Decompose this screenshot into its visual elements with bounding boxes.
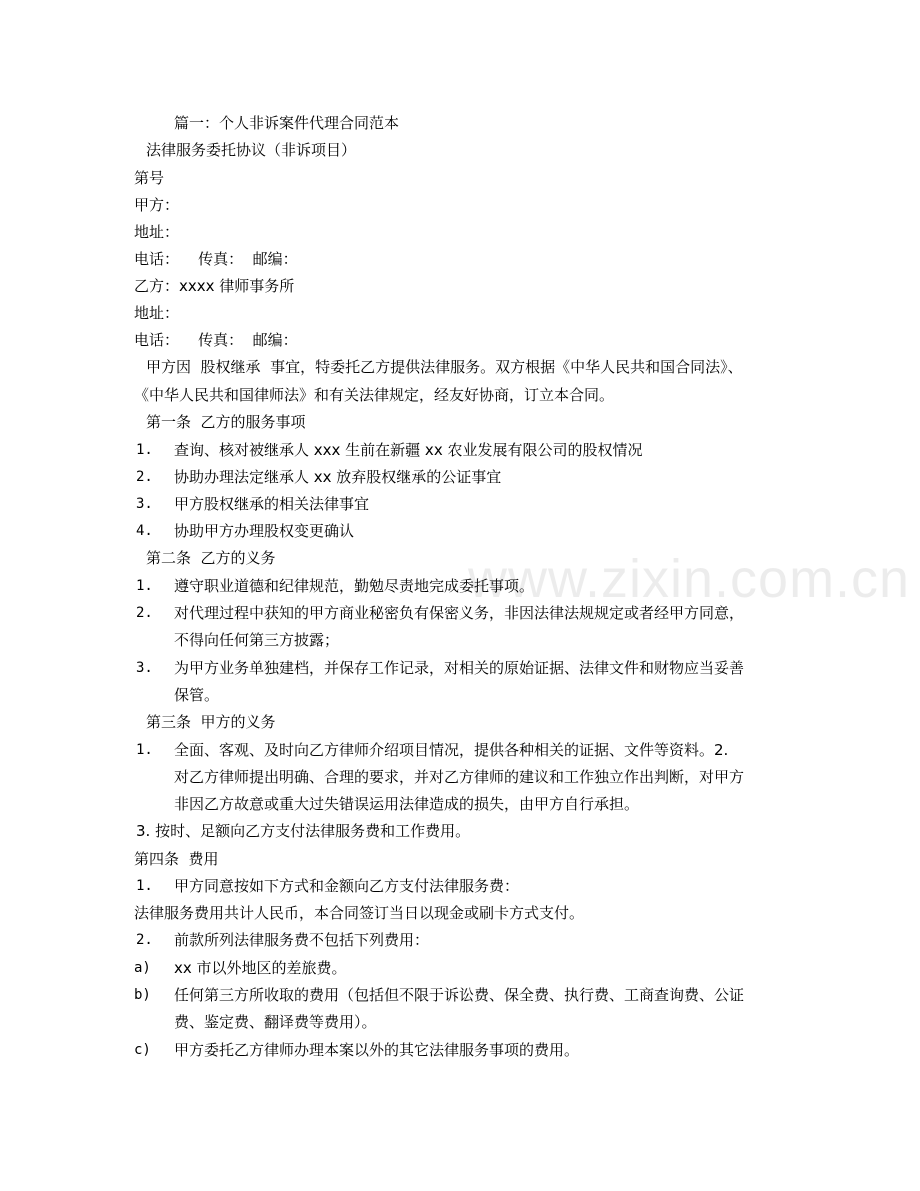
- sub-item-letter: a): [134, 960, 151, 976]
- list-item: 遵守职业道德和纪律规范，勤勉尽责地完成委托事项。: [174, 577, 535, 595]
- preamble-line: 甲方因 股权继承 事宜，特委托乙方提供法律服务。双方根据《中华人民共和国合同法》、: [146, 358, 743, 376]
- list-item: 协助办理法定继承人 xx 放弃股权继承的公证事宜: [174, 468, 502, 486]
- sub-item: 甲方委托乙方律师办理本案以外的其它法律服务事项的费用。: [174, 1041, 580, 1059]
- fee-line: 法律服务费用共计人民币，本合同签订当日以现金或刷卡方式支付。: [134, 904, 585, 922]
- list-item: 为甲方业务单独建档，并保存工作记录，对相关的原始证据、法律文件和财物应当妥善: [174, 659, 745, 677]
- list-number: 2.: [136, 932, 153, 948]
- list-item: 协助甲方办理股权变更确认: [174, 522, 355, 540]
- preamble-line: 《中华人民共和国律师法》和有关法律规定，经友好协商，订立本合同。: [134, 386, 615, 404]
- watermark: www.zixin.com.cn: [468, 549, 911, 609]
- sub-item-letter: c): [134, 1042, 151, 1058]
- list-number: 1.: [136, 742, 153, 758]
- list-number: 3.: [136, 660, 153, 676]
- list-item-continuation: 非因乙方故意或重大过失错误运用法律造成的损失，由甲方自行承担。: [174, 795, 640, 813]
- list-number: 4.: [136, 523, 153, 539]
- number-label: 第号: [134, 169, 165, 187]
- list-number: 1.: [136, 442, 153, 458]
- list-number: 3.: [136, 496, 153, 512]
- article-heading: 第三条 甲方的义务: [146, 713, 276, 731]
- article-heading: 第四条 费用: [134, 850, 219, 868]
- list-item-continuation: 保管。: [174, 686, 220, 704]
- list-number: 2.: [136, 605, 153, 621]
- sub-item: 任何第三方所收取的费用（包括但不限于诉讼费、保全费、执行费、工商查询费、公证: [174, 986, 745, 1004]
- contact-line: 电话： 传真： 邮编：: [134, 331, 298, 349]
- party-b-line: 乙方：xxxx 律师事务所: [134, 277, 295, 295]
- list-item-continuation: 不得向任何第三方披露；: [174, 631, 340, 649]
- list-item: 前款所列法律服务费不包括下列费用：: [174, 931, 430, 949]
- list-number: 2.: [136, 469, 153, 485]
- contact-line: 电话： 传真： 邮编：: [134, 250, 298, 268]
- list-item: 对代理过程中获知的甲方商业秘密负有保密义务，非因法律法规规定或者经甲方同意，: [174, 604, 745, 622]
- sub-item-letter: b): [134, 987, 151, 1003]
- list-item-continuation: 对乙方律师提出明确、合理的要求，并对乙方律师的建议和工作独立作出判断，对甲方: [174, 768, 745, 786]
- agreement-title: 法律服务委托协议（非诉项目）: [146, 141, 357, 159]
- list-item: 全面、客观、及时向乙方律师介绍项目情况，提供各种相关的证据、文件等资料。2.: [174, 741, 729, 759]
- chapter-title: 篇一：个人非诉案件代理合同范本: [174, 114, 400, 132]
- party-a-label: 甲方：: [134, 196, 180, 214]
- sub-item: xx 市以外地区的差旅费。: [174, 959, 347, 977]
- address-label: 地址：: [134, 223, 180, 241]
- article-heading: 第一条 乙方的服务事项: [146, 413, 306, 431]
- list-item: 甲方同意按如下方式和金额向乙方支付法律服务费：: [174, 877, 520, 895]
- list-number: 1.: [136, 878, 153, 894]
- sub-item-continuation: 费、鉴定费、翻译费等费用）。: [174, 1013, 377, 1031]
- address-label: 地址：: [134, 304, 180, 322]
- list-item: 3. 按时、足额向乙方支付法律服务费和工作费用。: [136, 822, 471, 840]
- list-item: 甲方股权继承的相关法律事宜: [174, 495, 370, 513]
- article-heading: 第二条 乙方的义务: [146, 549, 276, 567]
- list-number: 1.: [136, 578, 153, 594]
- list-item: 查询、核对被继承人 xxx 生前在新疆 xx 农业发展有限公司的股权情况: [174, 441, 643, 459]
